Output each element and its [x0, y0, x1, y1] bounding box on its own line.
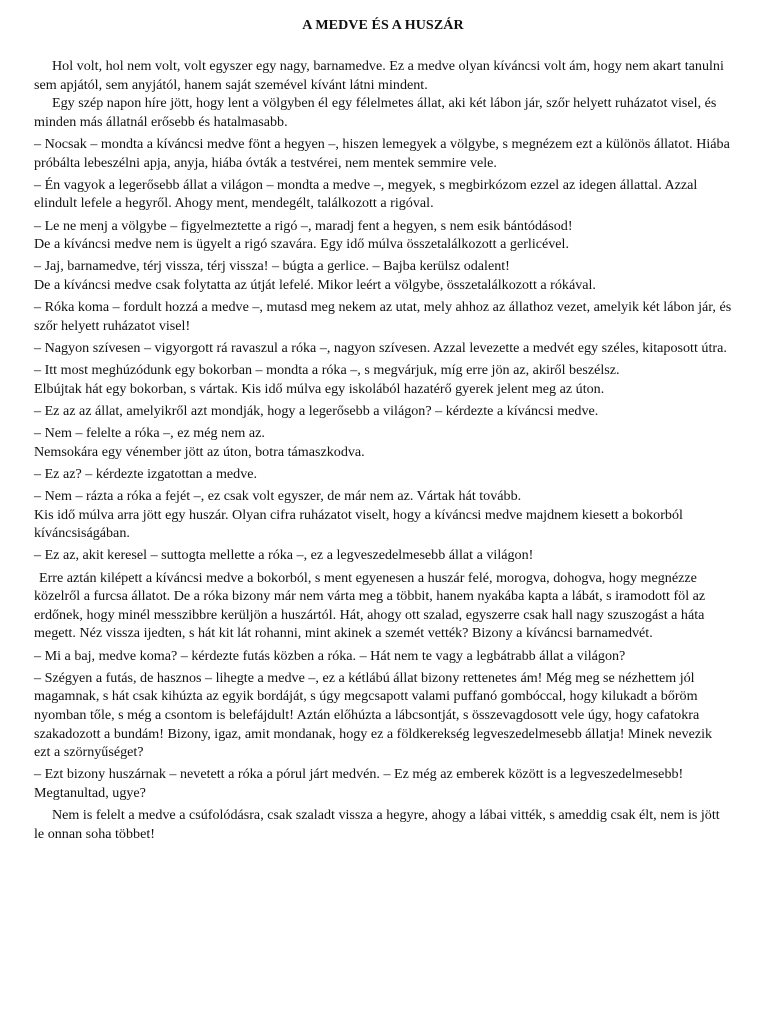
story-paragraph: Hol volt, hol nem volt, volt egyszer egy nagy, barnamedve. Ez a medve olyan kíváncsi volt ám, hogy nem akart tanulni sem apjától, sem anyjától, hanem saját szemével kívánt látni mindent.	[34, 58, 724, 93]
story-paragraph: De a kíváncsi medve nem is ügyelt a rigó szavára. Egy idő múlva összetalálkozott a gerlicével.	[34, 236, 569, 253]
story-paragraph: – Szégyen a futás, de hasznos – lihegte a medve –, ez a kétlábú állat bizony rettenetes ám! Még meg se nézhettem jól magamnak, s hát csak kihúzta az egyik bordáját, s úgy megcsapott valami puffanó gombóccal, hogy kilukadt a bőröm nyomban tőle, s még a csontom is belefájdult! Aztán előhúzta a lábcsontját, s összevagdosott vele úgy, hogy cafatokra szakadozott a bundám! Bizony, igaz, amit mondanak, hogy ez a földkerekség legveszedelmesebb állatja! Minek nevezik ezt a szörnyűséget?	[34, 669, 713, 761]
story-paragraph: Kis idő múlva arra jött egy huszár. Olyan cifra ruházatot viselt, hogy a kíváncsi medve majdnem kiesett a bokorból kíváncsiságában.	[34, 506, 683, 542]
story-body	[34, 57, 732, 843]
story-paragraph: – Róka koma – fordult hozzá a medve –, mutasd meg nekem az utat, mely ahhoz az állathoz vezet, amelyik két lábon jár, és szőr helyett ruházatot visel!	[34, 299, 732, 334]
story-paragraph: Nemsokára egy vénember jött az úton, botra támaszkodva.	[34, 443, 365, 460]
story-paragraph: – Nem – felelte a róka –, ez még nem az.	[34, 425, 265, 442]
story-paragraph: – Itt most meghúzódunk egy bokorban – mondta a róka –, s megvárjuk, míg erre jön az, akiről beszélsz.	[34, 362, 620, 379]
story-paragraph: Egy szép napon híre jött, hogy lent a völgyben él egy félelmetes állat, aki két lábon jár, szőr helyett ruházatot visel, és minden más állatnál erősebb és hatalmasabb.	[34, 95, 717, 130]
story-paragraph: – Ezt bizony huszárnak – nevetett a róka a pórul járt medvén. – Ez még az emberek között is a legveszedelmesebb! Megtanultad, ugye?	[34, 766, 684, 801]
story-paragraph: – Mi a baj, medve koma? – kérdezte futás közben a róka. – Hát nem te vagy a legbátrabb állat a világon?	[34, 647, 626, 664]
story-paragraph: – Nagyon szívesen – vigyorgott rá ravaszul a róka –, nagyon szívesen. Azzal levezette a medvét egy széles, kitaposott útra.	[34, 339, 727, 356]
document-title: A MEDVE ÉS A HUSZÁR	[302, 18, 464, 33]
story-paragraph: Erre aztán kilépett a kíváncsi medve a bokorból, s ment egyenesen a huszár felé, morogva, dohogva, hogy megnézze közelről a furcsa állatot. De a róka bizony már nem várta meg a többit, hanem nyakába kapta a lábát, s iramodott föl az erdőnek, hogy minél messzibbre kerüljön a huszártól. Hát, ahogy ott szalad, egyszerre csak hall nagy szuszogást a háta megett. Néz vissza ijedten, s hát kit lát rohanni, mint akinek a szemét vették? Bizony a kíváncsi barnamedvét.	[34, 569, 706, 642]
story-paragraph: – Jaj, barnamedve, térj vissza, térj vissza! – búgta a gerlice. – Bajba kerülsz odalent!	[34, 258, 510, 275]
story-paragraph: – Ez az? – kérdezte izgatottan a medve.	[34, 465, 258, 482]
story-paragraph: – Én vagyok a legerősebb állat a világon – mondta a medve –, megyek, s megbirkózom ezzel az idegen állattal. Azzal elindult lefele a hegyről. Ahogy ment, mendegélt, találkozott a rigóval.	[34, 176, 698, 212]
story-paragraph: – Nocsak – mondta a kíváncsi medve fönt a hegyen –, hiszen lemegyek a völgybe, s megnézem ezt a különös állatot. Hiába próbálta lebeszélni apja, anyja, hiába óvták a testvérei, nem mentek semmire vele.	[34, 135, 730, 171]
story-paragraph: – Le ne menj a völgybe – figyelmeztette a rigó –, maradj fent a hegyen, s nem esik bántódásod!	[34, 217, 573, 234]
story-paragraph: – Ez az, akit keresel – suttogta mellette a róka –, ez a legveszedelmesebb állat a világon!	[34, 547, 534, 564]
story-paragraph: – Nem – rázta a róka a fejét –, ez csak volt egyszer, de már nem az. Vártak hát tovább.	[34, 488, 522, 504]
story-paragraph: Elbújtak hát egy bokorban, s vártak. Kis idő múlva egy iskolából hazatérő gyerek jelent meg az úton.	[34, 380, 605, 397]
story-paragraph: Nem is felelt a medve a csúfolódásra, csak szaladt vissza a hegyre, ahogy a lábai vitték, s ameddig csak élt, nem is jött le onnan soha többet!	[34, 807, 720, 842]
story-paragraph: – Ez az az állat, amelyikről azt mondják, hogy a legerősebb a világon? – kérdezte a kíváncsi medve.	[34, 402, 599, 419]
story-paragraph: De a kíváncsi medve csak folytatta az útját lefelé. Mikor leért a völgybe, összetalálkozott a rókával.	[34, 276, 596, 293]
